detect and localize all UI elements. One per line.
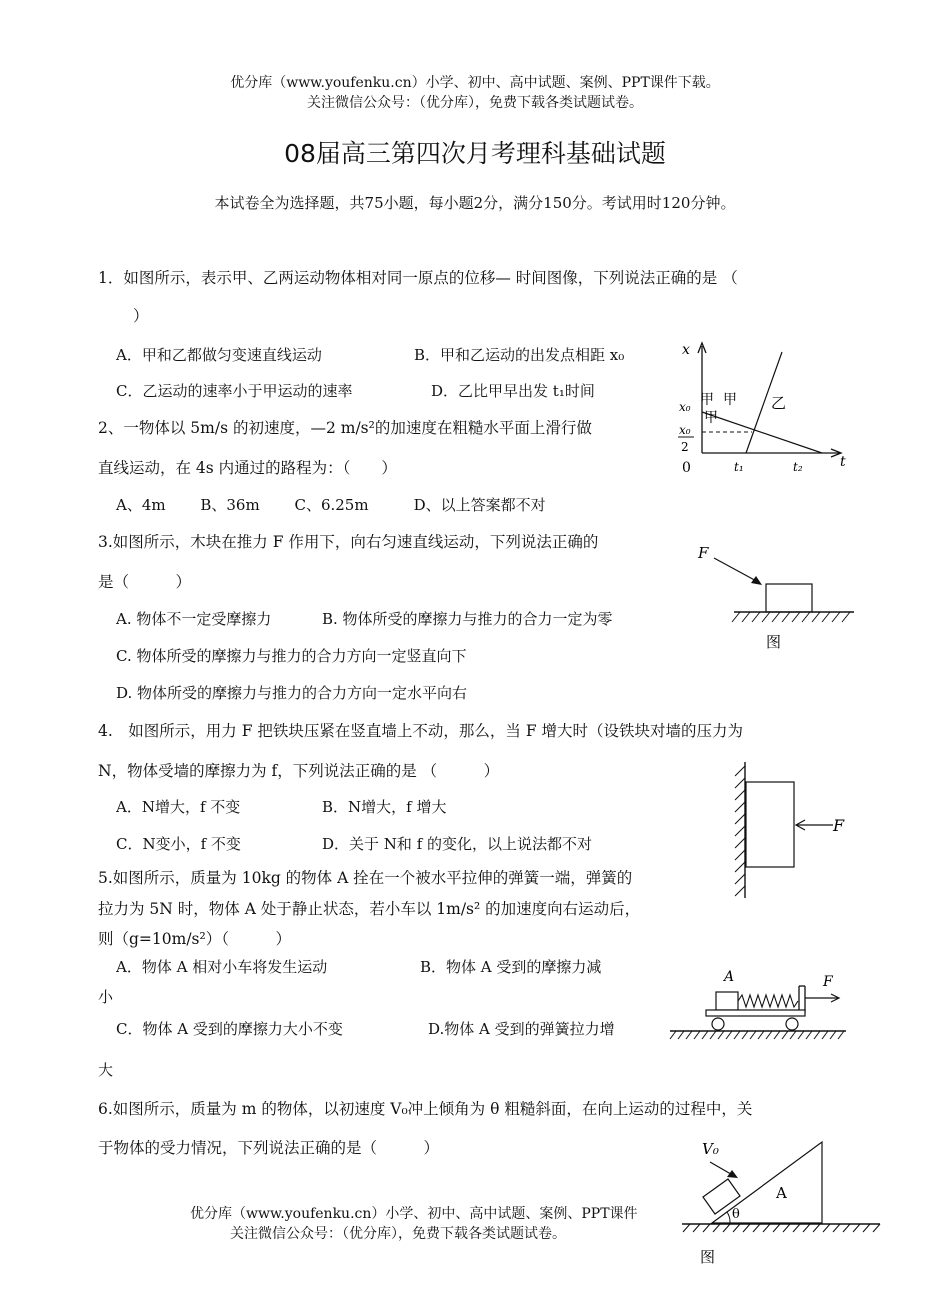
page-title: 08届高三第四次月考理科基础试题 xyxy=(284,139,666,168)
q2-options: A、4m B、36m C、6.25m D、以上答案都不对 xyxy=(116,496,546,514)
q4-wall-figure xyxy=(725,758,860,903)
jia-label-b: 甲 xyxy=(723,392,737,408)
spring xyxy=(738,995,798,1007)
t-axis-label: t xyxy=(840,454,846,470)
q4-stem-line2: N，物体受墙的摩擦力为 f，下列说法正确的是 （ ） xyxy=(98,762,500,780)
q4-option-c: C．N变小，f 不变 xyxy=(116,835,241,853)
q6-stem-line1: 6.如图所示，质量为 m 的物体，以初速度 V₀冲上倾角为 θ 粗糙斜面，在向上运动的过程中，关 xyxy=(98,1100,753,1118)
t1-label: t₁ xyxy=(734,460,744,474)
cart-body xyxy=(706,1010,805,1016)
q5-option-d-cont: 大 xyxy=(98,1061,114,1079)
q1-xt-graph xyxy=(668,338,858,478)
footer-line-2: 关注微信公众号：（优分库），免费下载各类试题试卷。 xyxy=(230,1226,566,1242)
q5-option-a: A．物体 A 相对小车将发生运动 xyxy=(116,958,328,976)
q5-stem-line3: 则（g=10m/s²）（ ） xyxy=(98,930,291,948)
q3-figure-caption: 图 xyxy=(766,633,782,651)
q1-option-a: A．甲和乙都做匀变速直线运动 xyxy=(116,346,322,364)
q6-velocity-label: V₀ xyxy=(702,1140,719,1158)
q5-force-label: F xyxy=(823,974,833,990)
wood-block xyxy=(766,584,812,612)
q5-stem-line1: 5.如图所示，质量为 10kg 的物体 A 拴在一个被水平拉伸的弹簧一端，弹簧的 xyxy=(98,869,633,887)
q6-incline-figure xyxy=(680,1128,895,1276)
header-line-2: 关注微信公众号：（优分库），免费下载各类试题试卷。 xyxy=(307,95,643,111)
q3-option-d: D. 物体所受的摩擦力与推力的合力方向一定水平向右 xyxy=(116,684,468,702)
q6-angle-label: θ xyxy=(732,1207,740,1222)
half-x0-numerator: x₀ xyxy=(679,423,691,437)
x0-label: x₀ xyxy=(679,400,691,414)
footer-line-1: 优分库（www.youfenku.cn）小学、初中、高中试题、案例、PPT课件 xyxy=(190,1206,638,1222)
q3-stem-line2: 是（ ） xyxy=(98,573,192,591)
q3-block-figure xyxy=(690,540,860,655)
q3-force-label: F xyxy=(698,544,709,562)
q6-incline-label: A xyxy=(776,1184,787,1202)
q5-stem-line2: 拉力为 5N 时，物体 A 处于静止状态，若小车以 1m/s² 的加速度向右运动后， xyxy=(98,900,641,918)
q1-option-d: D．乙比甲早出发 t₁时间 xyxy=(431,382,595,400)
q4-stem-line1: 4. 如图所示，用力 F 把铁块压紧在竖直墙上不动，那么，当 F 增大时（设铁块对墙的压力为 xyxy=(98,722,744,740)
jia-label-c: 甲 xyxy=(704,410,718,426)
q3-option-c: C. 物体所受的摩擦力与推力的合力方向一定竖直向下 xyxy=(116,647,467,665)
header-line-1: 优分库（www.youfenku.cn）小学、初中、高中试题、案例、PPT课件下载。 xyxy=(230,75,720,91)
q5-block-label: A xyxy=(724,969,735,985)
x-axis-label: x xyxy=(682,342,690,358)
q3-option-b: B. 物体所受的摩擦力与推力的合力一定为零 xyxy=(322,610,613,628)
q1-stem-line2: ） xyxy=(133,307,149,325)
q2-stem-line2: 直线运动，在 4s 内通过的路程为：（ ） xyxy=(98,459,397,477)
block-a xyxy=(716,992,738,1010)
q5-option-d: D.物体 A 受到的弹簧拉力增 xyxy=(428,1020,615,1038)
q5-option-b: B．物体 A 受到的摩擦力减 xyxy=(420,958,602,976)
q2-stem-line1: 2、一物体以 5m/s 的初速度，—2 m/s²的加速度在粗糙水平面上滑行做 xyxy=(98,419,592,437)
q4-force-label: F xyxy=(833,816,845,835)
q4-option-d: D．关于 N和 f 的变化，以上说法都不对 xyxy=(322,835,593,853)
exam-intro: 本试卷全为选择题，共75小题，每小题2分，满分150分。考试用时120分钟。 xyxy=(214,194,736,212)
q4-option-b: B．N增大，f 增大 xyxy=(322,798,447,816)
jia-label-a: 甲 xyxy=(700,392,714,408)
origin-label: 0 xyxy=(682,460,691,476)
yi-label: 乙 xyxy=(771,394,787,412)
q1-option-b: B．甲和乙运动的出发点相距 x₀ xyxy=(414,346,625,364)
q5-cart-figure xyxy=(668,964,850,1046)
q3-option-a: A. 物体不一定受摩擦力 xyxy=(116,610,272,628)
half-x0-denominator: 2 xyxy=(681,440,689,454)
q5-option-b-cont: 小 xyxy=(98,988,114,1006)
q4-option-a: A．N增大，f 不变 xyxy=(116,798,241,816)
q6-figure-caption: 图 xyxy=(700,1248,716,1266)
q6-stem-line2: 于物体的受力情况，下列说法正确的是（ ） xyxy=(98,1139,440,1157)
q5-option-c: C．物体 A 受到的摩擦力大小不变 xyxy=(116,1020,343,1038)
q1-option-c: C．乙运动的速率小于甲运动的速率 xyxy=(116,382,353,400)
q1-stem-line1: 1．如图所示，表示甲、乙两运动物体相对同一原点的位移— 时间图像，下列说法正确的是 （ xyxy=(98,269,738,287)
iron-block xyxy=(746,782,794,867)
t2-label: t₂ xyxy=(793,460,803,474)
q3-stem-line1: 3.如图所示，木块在推力 F 作用下，向右匀速直线运动，下列说法正确的 xyxy=(98,533,599,551)
